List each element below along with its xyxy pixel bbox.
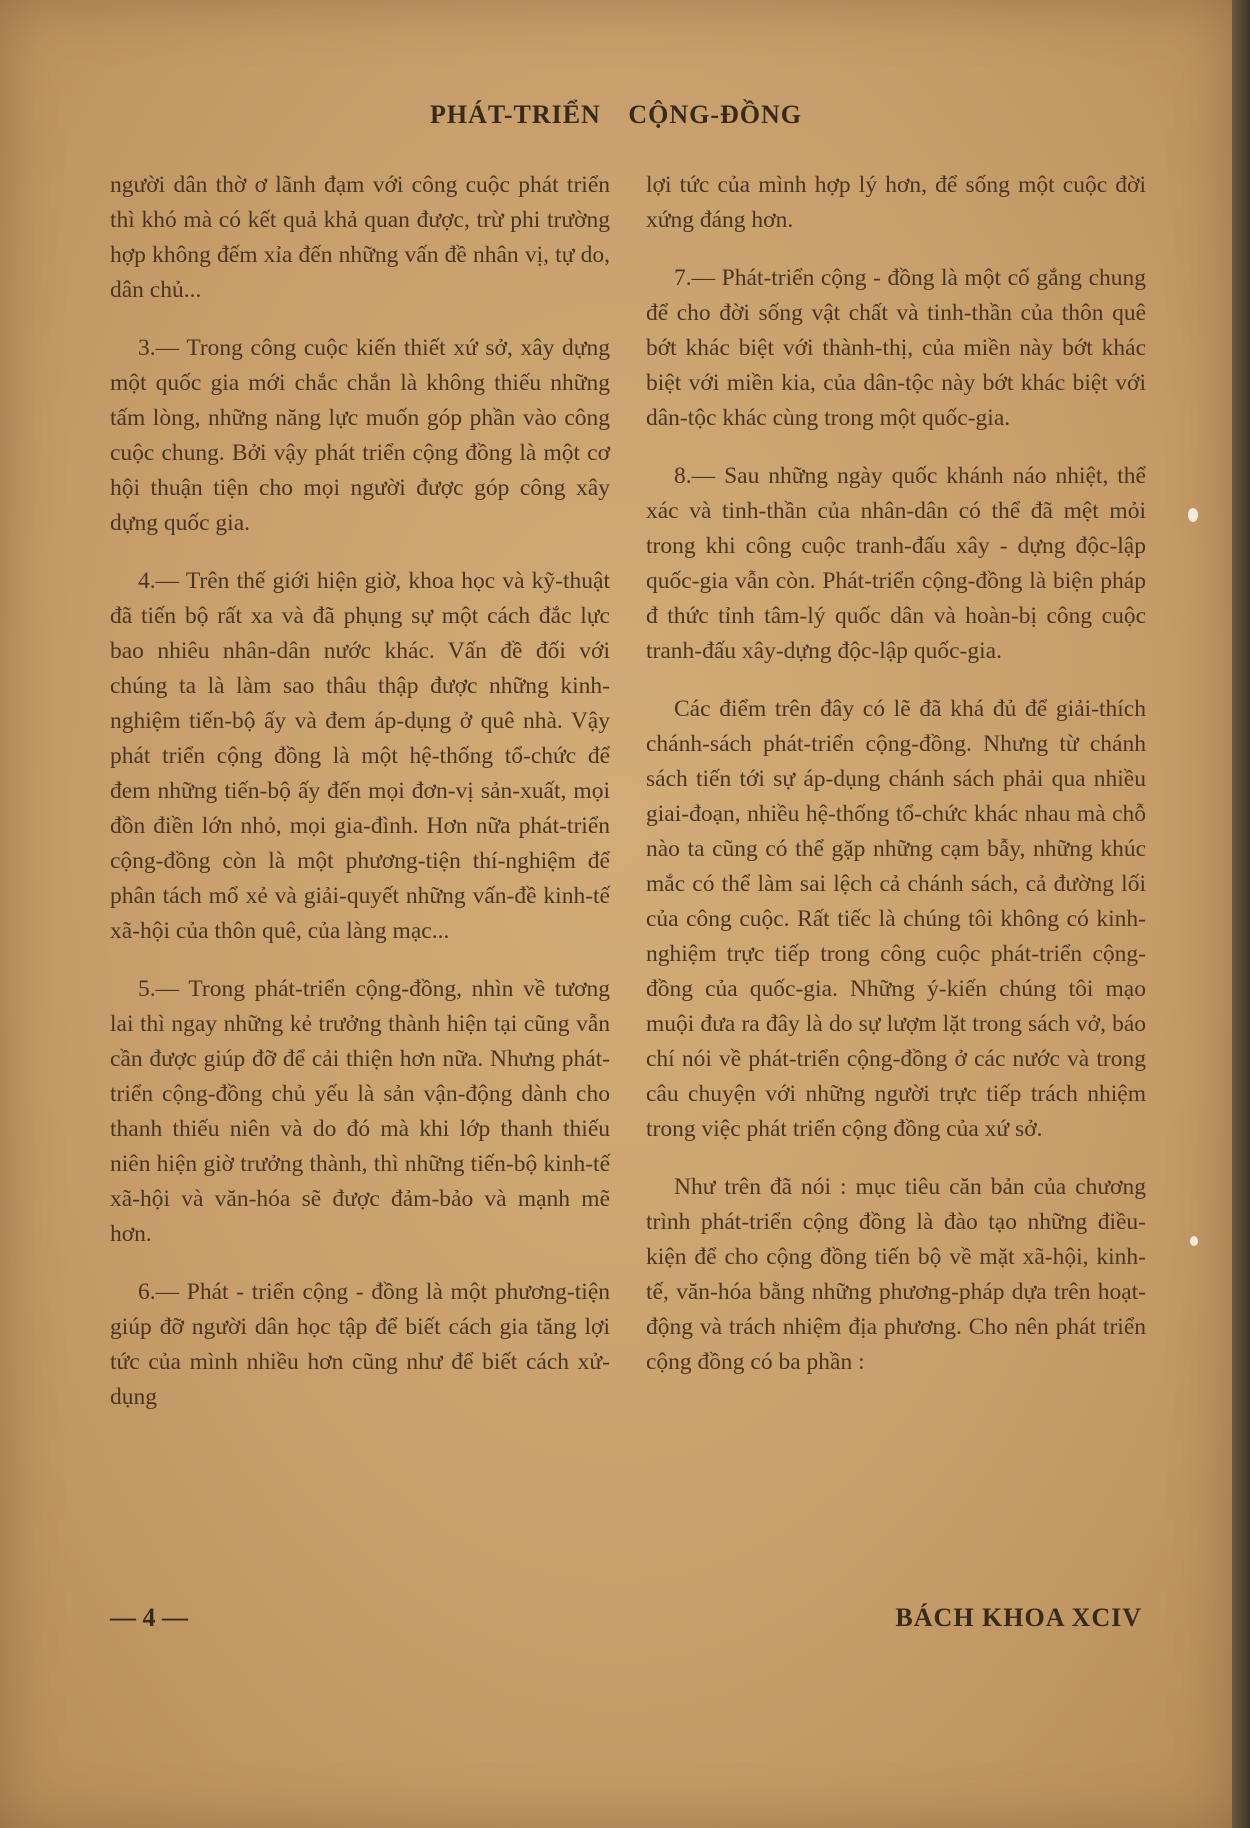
paragraph: Như trên đã nói : mục tiêu căn bản của chương trình phát-triển cộng đồng là đào tạo những điều-kiện để cho cộng đồng tiến bộ về mặt xã-hội, kinh-tế, văn-hóa bằng những phương-pháp dựa trên hoạt-động và trách nhiệm địa phương. Cho nên phát triển cộng đồng có ba phần : (646, 1174, 1146, 1375)
paragraph: 5.— Trong phát-triển cộng-đồng, nhìn về tương lai thì ngay những kẻ trưởng thành hiện tại cũng vẫn cần được giúp đỡ để cải thiện hơn nữa. Nhưng phát-triển cộng-đồng chủ yếu là sản vận-động dành cho thanh thiếu niên và do đó mà khi lớp thanh thiếu niên hiện giờ trưởng thành, thì những tiến-bộ kinh-tế xã-hội và văn-hóa sẽ được đảm-bảo và mạnh mẽ hơn. (110, 976, 610, 1247)
paragraph: lợi tức của mình hợp lý hơn, để sống một cuộc đời xứng đáng hơn. (646, 172, 1146, 233)
paragraph: 4.— Trên thế giới hiện giờ, khoa học và kỹ-thuật đã tiến bộ rất xa và đã phụng sự một cách đắc lực bao nhiêu nhân-dân nước khác. Vấn đề đối với chúng ta là làm sao thâu thập được những kinh-nghiệm tiến-bộ ấy và đem áp-dụng ở quê nhà. Vậy phát triển cộng đồng là một hệ-thống tổ-chức để đem những tiến-bộ ấy đến mọi đơn-vị sản-xuất, mọi đồn điền lớn nhỏ, mọi gia-đình. Hơn nữa phát-triển cộng-đồng còn là một phương-tiện thí-nghiệm để phân tách mổ xẻ và giải-quyết những vấn-đề kinh-tế xã-hội của thôn quê, của làng mạc... (110, 568, 610, 944)
journal-footer: BÁCH KHOA XCIV (895, 1603, 1142, 1632)
paragraph: Các điểm trên đây có lẽ đã khá đủ để giải-thích chánh-sách phát-triển cộng-đồng. Nhưng từ chánh sách tiến tới sự áp-dụng chánh sách phải qua nhiều giai-đoạn, nhiều hệ-thống tổ-chức khác nhau mà chỗ nào ta cũng có thể gặp những cạm bẫy, những khúc mắc có thể làm sai lệch cả chánh sách, cả đường lối của công cuộc. Rất tiếc là chúng tôi không có kinh-nghiệm trực tiếp trong công cuộc phát-triển cộng-đồng của quốc-gia. Những ý-kiến chúng tôi mạo muội đưa ra đây là do sự lượm lặt trong sách vở, báo chí nói về phát-triển cộng-đồng ở các nước và trong câu chuyện với những người trực tiếp trách nhiệm trong việc phát triển cộng đồng của xứ sở. (646, 696, 1146, 1142)
paragraph: 8.— Sau những ngày quốc khánh náo nhiệt, thể xác và tinh-thần của nhân-dân có thể đã mệt mỏi trong khi công cuộc tranh-đấu xây - dựng độc-lập quốc-gia vẫn còn. Phát-triển cộng-đồng là biện pháp đ thức tỉnh tâm-lý quốc dân và hoàn-bị công cuộc tranh-đấu xây-dựng độc-lập quốc-gia. (646, 463, 1146, 664)
paragraph: 6.— Phát - triển cộng - đồng là một phương-tiện giúp đỡ người dân học tập để biết cách gia tăng lợi tức của mình nhiều hơn cũng như để biết cách xử-dụng (110, 1279, 610, 1410)
paper-speck (1188, 508, 1198, 522)
running-header (0, 100, 1232, 130)
paragraph: 7.— Phát-triển cộng - đồng là một cố gắng chung để cho đời sống vật chất và tinh-thần của thôn quê bớt khác biệt với thành-thị, của miền này bớt khác biệt với miền kia, của dân-tộc này bớt khác biệt với dân-tộc khác cùng trong một quốc-gia. (646, 265, 1146, 431)
left-column (110, 168, 610, 1438)
header-left: PHÁT-TRIỂN (429, 100, 601, 129)
page-number: — 4 — (110, 1603, 188, 1632)
header-right: CỘNG-ĐỒNG (628, 100, 803, 129)
page-edge (1232, 0, 1250, 1828)
right-column (646, 168, 1146, 1403)
paper-speck (1190, 1236, 1198, 1246)
paragraph: 3.— Trong công cuộc kiến thiết xứ sở, xây dựng một quốc gia mới chắc chắn là không thiếu những tấm lòng, những năng lực muốn góp phần vào công cuộc chung. Bởi vậy phát triển cộng đồng là một cơ hội thuận tiện cho mọi người được góp công xây dựng quốc gia. (110, 335, 610, 536)
paragraph: người dân thờ ơ lãnh đạm với công cuộc phát triển thì khó mà có kết quả khả quan được, trừ phi trường hợp không đếm xỉa đến những vấn đề nhân vị, tự do, dân chủ... (110, 172, 610, 303)
